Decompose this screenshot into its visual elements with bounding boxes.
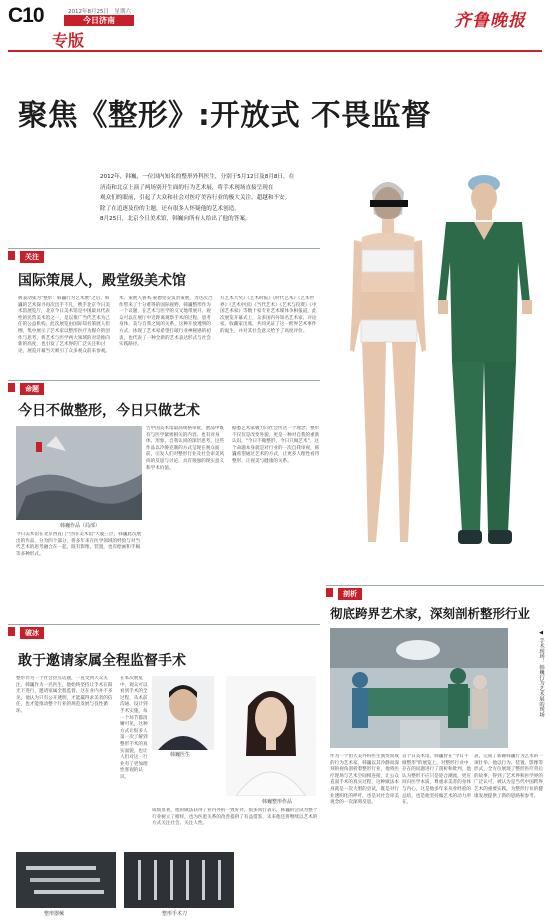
article-column: 表，完成了新颖韩巍行为艺术的一项壮举，他以行为、装置、影像等形式，全方位展现了整形医疗背后的故事，得到了艺术界和医学界的广泛认可，被认为是当代中国跨界艺术的重要实践，为整形行业的健康发展提供了新的思路和参考。	[474, 754, 543, 799]
article-column: 今日美术馆在北京西直门"空间·美术馆"大厦三层，韩巍此次展出的作品，分为四个部分，将多年来在医学领域的经验与对当代艺术的思考融合在一起，既有影像、装置，也有绘画和手稿等多种形式。	[16, 532, 142, 557]
section-title: 今日不做整形，今日只做艺术	[18, 403, 200, 419]
article-column: 方艺术大奖》《艺术时报》《时代艺术》《艺术世界》《艺术中国》《当代艺术》《艺术与投资》《中国艺术家》等数十家专业艺术媒体争相报道，此次展览开幕式上，众多国内外知名艺术家、评论家、收藏家出席，共同见证了这一跨界艺术事件的诞生，并对其社会意义给予了高度评价。	[220, 296, 317, 334]
hero-photo	[326, 152, 544, 592]
article-column: 作为一个由大美外科医生演变而成的行为艺术家，韩巍以其冷静而深刻的视角剖析着整形行业，他将医疗现场与艺术空间相连接，让公众直面手术的真实过程，这种做法本身就是一次大胆的尝试，既是对行业透明化的呼吁，也是对社会审美观念的一次深刻反思。	[330, 754, 399, 806]
article-column: 在本次展览中，观众可以看到手术的全过程，从术前沟通、设计到手术实施，每一个环节都清晰可见，这种方式让很多人第一次了解到整形手术的真实面貌，也让人们对这一行业有了更加理性客观的认识。	[120, 676, 148, 780]
tools-caption-left: 整形器械	[44, 911, 65, 917]
article-column: 首个日美术馆，韩巍曾在"今日不做整形"的展览上，对整形行业中存在的问题进行了剖析和批判，他认为整形不应只是迎合潮流，更应回归医学本质，尊重求美者的身体与内心，这是他多年来从业经验的总结，也是他坚持做艺术的动力所在。	[402, 754, 471, 806]
lead-line: 除了在追逐及份的主题，还有很多人怀疑他的艺术创造。	[100, 205, 240, 212]
page-header	[0, 0, 550, 52]
tools-caption-right: 整形手术刀	[162, 911, 188, 917]
lead-line: 济南和北京上演了两场别开生面的行为艺术展，将手术现场直接呈现在	[100, 184, 274, 191]
section-tag: 剖析	[338, 588, 362, 600]
doctor-caption: 韩巍医生	[170, 752, 191, 758]
section-rule	[8, 624, 320, 625]
article-column: 术、策展人鲁本·蒙德里安负责策展，为这次合作带来了十分难得的国际视野，韩巍整形作为一个议题，在艺术与医学的交叉地带展开，观众可以在展厅中近距离观察手术的过程，思考身体、美与自我之间的关系，这种开放透明的方式，体现了艺术家希望打破行业神秘感的初衷，也代表了一种全新的艺术表达形式与社会实践路径。	[119, 296, 213, 348]
section-title: 敢于邀请家属全程监督手术	[18, 653, 186, 669]
article-column: 被表动张为"整形：韩巍行为艺术展"之后，韩巍的艺术探寻再次出手不凡，携手北京今日美术馆展览厅，北京今日美术馆是中国最具代表性的民营美术馆之一，是以推广当代艺术为己任的公益机构。此次展览由国际知名策展人担纲，集中展示了艺术家以整形医疗为媒介的创作与思考，将艺术与医学两大领域的对话推向新的高度，也引发了艺术界的广泛关注和讨论，展览开幕当天吸引了众多观众前来参观。	[18, 296, 110, 354]
doctor-portrait	[152, 676, 214, 750]
model-portrait	[226, 676, 316, 796]
article-column: 据悉艺术家极力向社会传达一个理念，整形不仅仅是改变外貌，更是一种对自我的重新认识，"今日不做整形，今日只做艺术"，这个命题本身就是对行业的一次自我审视，韩巍希望通过艺术的方式，让更多人理性看待整形，正视美与健康的关系。	[232, 426, 320, 464]
page-code: C10	[8, 4, 44, 27]
hero-figures-illustration	[326, 152, 544, 592]
section-title: 彻底跨界艺术家，深刻剖析整形行业	[330, 606, 531, 621]
tools-photo-left	[16, 852, 116, 908]
section-rule	[8, 248, 320, 249]
photo-caption: 韩巍作品（局部）	[60, 523, 101, 529]
section-rule	[8, 380, 320, 381]
section-tag: 命题	[20, 383, 44, 395]
article-column: 成绩显著，他的做法获得了业内外的一致好评，很多同行表示，韩巍的尝试为整个行业树立了榜样，也为医患关系的改善提供了有益借鉴，未来他还将继续以艺术的方式关注社会、关注人性。	[152, 808, 318, 827]
model-caption: 韩巍整形作品	[262, 799, 293, 805]
section-marker	[8, 383, 15, 392]
section-marker	[8, 251, 15, 260]
section-title: 国际策展人，殿堂级美术馆	[18, 273, 186, 289]
surgery-photo	[330, 628, 508, 748]
article-column: 告中国美术馆最高规格审批，展品中既有与医学紧密相关的内容，也有对身体、形象、自我认同的深层思考，这些作品以冷静克制的方式呈现在观众面前，引发人们对整形行业及社会审美风尚的反思与讨论，具有很强的现实意义和学术价值。	[146, 426, 225, 471]
artwork-photo	[16, 426, 142, 520]
section-rule	[326, 585, 544, 586]
edition-tag: 今日济南	[64, 15, 134, 26]
lead-line: 观众们的眼前，引起了大众和社会对医疗美容行业的极大关注、超越和不安。	[100, 195, 291, 201]
lead-block	[100, 172, 322, 225]
section-marker	[326, 588, 333, 597]
photo-caption: ◀ 手术现场：韩巍行为艺术展的现场	[538, 630, 544, 718]
lead-line: 2012年，韩巍，一位国内知名的整形外科医生，分别于5月12日及8月8日，在	[100, 174, 295, 180]
header-rule	[8, 50, 542, 52]
brand-logo: 齐鲁晚报	[454, 11, 526, 31]
section-marker	[8, 627, 15, 636]
date-line: 2012年8月25日 星期六	[68, 9, 131, 15]
section-tag: 破冰	[20, 627, 44, 639]
column-title: 专版	[52, 31, 85, 50]
article-column: 整形作为一个社会热点话题，一直受到大众关注，韩巍作为一名医生，他始终坚持让手术在阳光下进行，邀请家属全程监督，这在业内并不多见，他认为只有公开透明，才能赢得求美者的信任，也才能推动整个行业的规范发展与良性循环。	[16, 676, 113, 714]
lead-line: 8月25日，北京今日美术馆，韩巍向所有人给出了他的答案。	[100, 216, 251, 222]
section-tag: 关注	[20, 251, 44, 263]
main-title: 聚焦《整形》:开放式 不畏监督	[18, 98, 432, 132]
tools-photo-right	[124, 852, 234, 908]
